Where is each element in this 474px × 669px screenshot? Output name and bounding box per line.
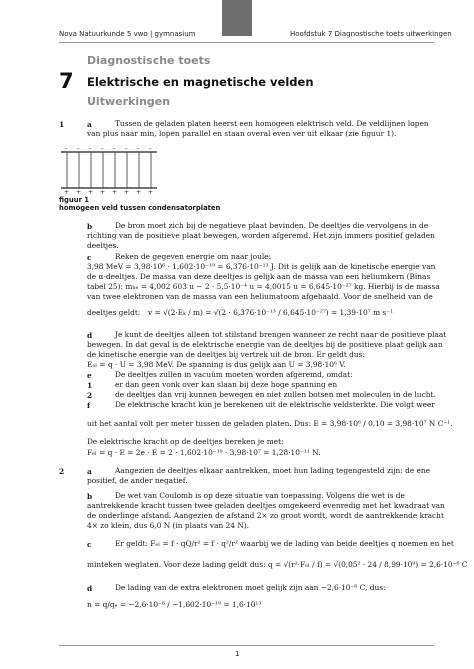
q1e-line-1: De deeltjes zullen in vacuüm moeten worden afgeremd, omdat: (115, 370, 353, 379)
svg-text:-: - (125, 146, 128, 152)
q1b-line-3: deeltjes. (87, 241, 119, 250)
svg-text:-: - (101, 146, 104, 152)
svg-text:+: + (76, 189, 82, 194)
q1c-line-5: van twee elektronen van de massa van een heliumatoom afgehaald. Voor de snelheid van de (87, 292, 433, 301)
chapter-number: 7 (59, 69, 74, 93)
q2a-label: a (87, 467, 92, 476)
q1f-line-1: De elektrische kracht kun je berekenen uit de elektrische veldsterkte. Die volgt weer (115, 400, 435, 409)
header-chapter-info: Hoofdstuk 7 Diagnostische toets uitwerkingen (290, 30, 452, 38)
q2b-line-4: 4× zo klein, dus 6,0 N (in plaats van 24 N). (87, 521, 250, 530)
q1e-list-num-2: 2 (87, 391, 93, 400)
q1c-eq-prefix: deeltjes geldt: (87, 308, 141, 317)
q2d-line-2: n = q/qₑ = −2,6·10⁻⁶ / −1,602·10⁻¹⁹ = 1,6·10¹³ (87, 600, 262, 609)
svg-text:+: + (100, 189, 106, 194)
q1f-line-2: uit het aantal volt per meter tussen de geladen platen. Dus: E = 3,98·10⁶ / 0,10 = 3,98·10⁷ N C⁻¹. (87, 419, 453, 428)
q2c-label: c (87, 540, 92, 549)
q1e-label: e (87, 371, 92, 380)
q1a-line-2: van plus naar min, lopen parallel en staan overal even ver uit elkaar (zie figuur 1). (87, 129, 397, 138)
q1c-line-1: Reken de gegeven energie om naar joule: (115, 252, 272, 261)
q1-number: 1 (59, 120, 65, 129)
q2b-line-2: aantrekkende kracht tussen twee geladen deeltjes omgekeerd evenredig met het kwadraat van (87, 501, 445, 510)
q1e-list-num-1: 1 (87, 381, 93, 390)
svg-text:+: + (88, 189, 94, 194)
q1a-line-1: Tussen de geladen platen heerst een homogeen elektrisch veld. De veldlijnen lopen (115, 119, 429, 128)
section-subtitle: Uitwerkingen (87, 95, 171, 108)
q1c-line-4: tabel 25): mₕₑ = 4,002 603 u − 2 · 5,5·10⁻⁴ u = 4,0015 u = 6,645·10⁻²⁷ kg. Hierbij is de massa (87, 282, 440, 291)
q1d-line-4: Eₑₗ = q · U = 3,98 MeV. De spanning is dus gelijk aan U = 3,98·10⁶ V. (87, 360, 346, 369)
q1d-line-3: de kinetische energie van de deeltjes bij vertrek uit de bron. Er geldt dus: (87, 350, 365, 359)
q1d-line-2: bewegen. In dat geval is de elektrische energie van de deeltjes bij de positieve plaat gelijk aan (87, 340, 443, 349)
figure-caption-number: figuur 1 (59, 196, 90, 204)
svg-text:+: + (112, 189, 118, 194)
q1f-line-4: Fₑₗ = q · E = 2e · E = 2 · 1,602·10⁻¹⁹ · 3,98·10⁷ = 1,28·10⁻¹¹ N. (87, 448, 321, 457)
q2b-line-3: de onderlinge afstand. Aangezien de afstand 2× zo groot wordt, wordt de aantrekkende kracht (87, 511, 444, 520)
q2-number: 2 (59, 467, 65, 476)
page-number: 1 (235, 650, 240, 658)
q1d-label: d (87, 331, 93, 340)
svg-text:+: + (148, 189, 154, 194)
header-divider (59, 42, 434, 43)
svg-text:+: + (124, 189, 130, 194)
q2a-line-1: Aangezien de deeltjes elkaar aantrekken, moet hun lading tegengesteld zijn: de ene (115, 466, 431, 475)
header-tab-marker (222, 0, 252, 36)
q1c-equation: v = √(2·Eₖ / m) = √(2 · 6,376·10⁻¹³ / 6,645·10⁻²⁷) = 1,39·10⁷ m s⁻¹ (148, 308, 394, 317)
q2d-label: d (87, 584, 93, 593)
capacitor-field-figure (59, 146, 159, 194)
kicker-title: Diagnostische toets (87, 54, 211, 67)
footer-divider (59, 645, 434, 646)
chapter-title: Elektrische en magnetische velden (87, 75, 314, 89)
q1c-line-3: de α-deeltjes. De massa van deze deeltjes is gelijk aan de massa van een heliumkern (Binas (87, 272, 431, 281)
q2d-line-1: De lading van de extra elektronen moet gelijk zijn aan −2,6·10⁻⁶ C, dus: (115, 583, 386, 592)
q1d-line-1: Je kunt de deeltjes alleen tot stilstand brengen wanneer ze recht naar de positieve plaat (115, 330, 447, 339)
q2b-label: b (87, 492, 93, 501)
q1e-list-item-1: er dan geen vonk over kan slaan bij deze hoge spanning en (115, 380, 338, 389)
header-book-title: Nova Natuurkunde 5 vwo | gymnasium (59, 30, 196, 38)
q1f-line-3: De elektrische kracht op de deeltjes bereken je met: (87, 437, 284, 446)
figure-caption-text: homogeen veld tussen condensatorplaten (59, 204, 221, 212)
q2c-line-1: Er geldt: Fₑₗ = f · qQ/r² = f · q²/r² waarbij we de lading van beide deeltjes q noemen en het (115, 539, 454, 548)
svg-text:-: - (65, 146, 68, 152)
q2b-line-1: De wet van Coulomb is op deze situatie van toepassing. Volgens die wet is de (115, 491, 405, 500)
q1a-label: a (87, 120, 92, 129)
q1b-line-1: De bron moet zich bij de negatieve plaat bevinden. De deeltjes die vervolgens in de (115, 221, 429, 230)
q1f-label: f (87, 401, 91, 410)
svg-text:-: - (149, 146, 152, 152)
q1c-label: c (87, 253, 92, 262)
svg-text:+: + (136, 189, 142, 194)
svg-text:-: - (77, 146, 80, 152)
q2a-line-2: positief, de ander negatief. (87, 476, 188, 485)
svg-text:-: - (113, 146, 116, 152)
q2c-line-2: minteken weglaten. Voor deze lading geldt dus: q = √(r²·Fₑₗ / f) = √(0,05² · 24 / 8,99·10⁹) = 2,6·10⁻⁶ C (87, 560, 468, 569)
q1e-list-item-2: de deeltjes dan vrij kunnen bewegen en niet zullen botsen met moleculen in de lucht. (115, 390, 436, 399)
svg-text:-: - (89, 146, 92, 152)
svg-text:-: - (137, 146, 140, 152)
q1b-line-2: richting van de positieve plaat bewegen, worden afgeremd. Het zijn immers positief geladen (87, 231, 435, 240)
q1b-label: b (87, 222, 93, 231)
svg-text:+: + (64, 189, 70, 194)
q1c-line-2: 3,98 MeV = 3,98·10⁶ · 1,602·10⁻¹⁹ = 6,376·10⁻¹³ J. Dit is gelijk aan de kinetische energie van (87, 262, 436, 271)
